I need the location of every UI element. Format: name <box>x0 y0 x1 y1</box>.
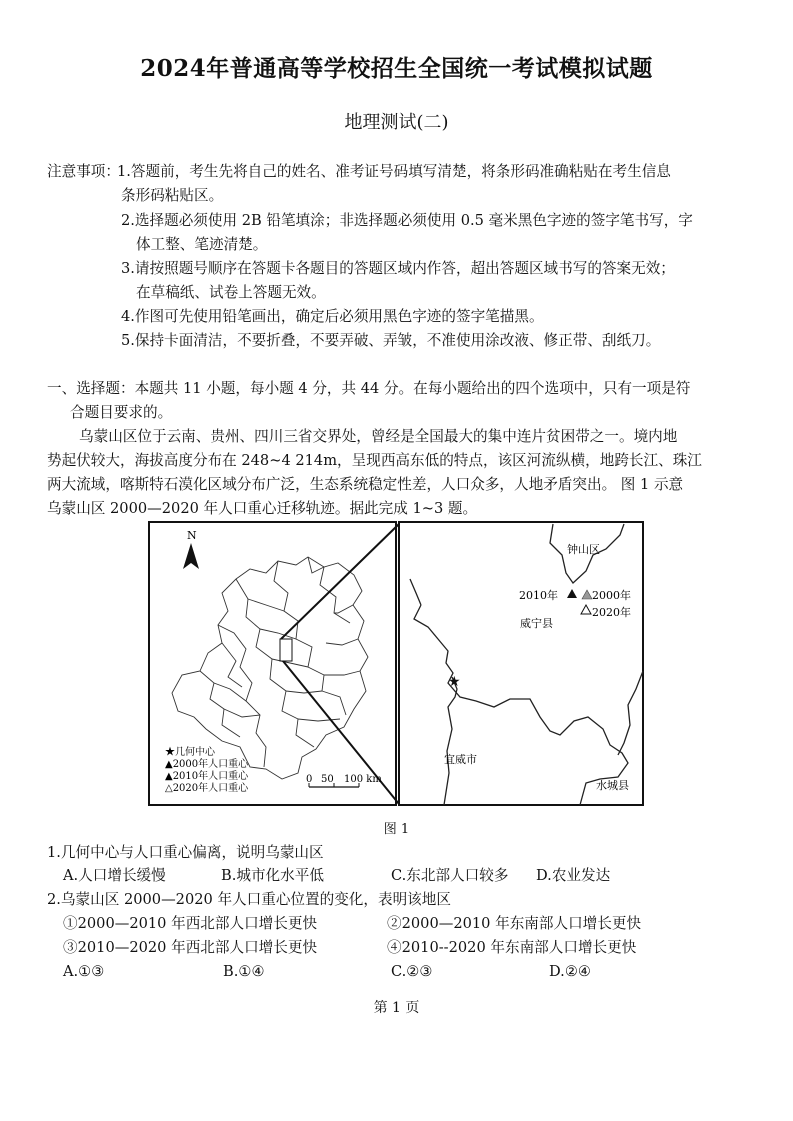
svg-text:100 km: 100 km <box>344 774 382 785</box>
passage-line-2: 势起伏较大，海拔高度分布在 248~4 214m，呈现西高东低的特点，该区河流纵横，地跨长江、珠江 <box>47 452 702 469</box>
notice-item-4: 4.作图可先使用铅笔画出，确定后必须用黑色字迹的签字笔描黑。 <box>121 308 544 325</box>
center-2020-marker <box>581 605 591 614</box>
page-number: 第 1 页 <box>373 1000 420 1016</box>
notice-item-2-cont: 体工整、笔迹清楚。 <box>136 236 268 253</box>
zoom-area-box <box>280 639 292 661</box>
scale-bar <box>306 774 382 787</box>
legend-2020: △2020年人口重心 <box>165 783 249 794</box>
q1-option-a[interactable]: A.人口增长缓慢 <box>63 867 166 884</box>
q2-option-d[interactable]: D.②④ <box>549 963 591 980</box>
section-heading: 一、选择题：本题共 11 小题，每小题 4 分，共 44 分。在每小题给出的四个选项中，只有一项是符 <box>47 380 691 397</box>
q2-statement-2: ②2000—2010 年东南部人口增长更快 <box>387 915 642 932</box>
question-2-stem: 2.乌蒙山区 2000—2020 年人口重心位置的变化，表明该地区 <box>47 891 451 908</box>
notice-item-2: 2.选择题必须使用 2B 铅笔填涂；非选择题必须使用 0.5 毫米黑色字迹的签字笔书写，字 <box>121 212 693 229</box>
center-2000-marker <box>582 590 592 599</box>
map-legend <box>165 745 249 794</box>
passage-line-3: 两大流域，喀斯特石漠化区域分布广泛，生态系统稳定性差，人口众多，人地矛盾突出。 图 1 示意 <box>47 476 684 493</box>
center-2010-marker <box>567 589 577 598</box>
q2-statement-3: ③2010—2020 年西北部人口增长更快 <box>63 939 318 956</box>
notice-item-5: 5.保持卡面清洁，不要折叠，不要弄破、弄皱，不准使用涂改液、修正带、刮纸刀。 <box>121 332 661 349</box>
notice-item-1: 1.答题前，考生先将自己的姓名、准考证号码填写清楚，将条形码准确粘贴在考生信息 <box>117 163 671 180</box>
q1-option-b[interactable]: B.城市化水平低 <box>221 867 324 884</box>
notice-item-1-cont: 条形码粘贴区。 <box>121 187 224 204</box>
label-2010: 2010年 <box>519 589 558 602</box>
population-center-map <box>148 521 645 807</box>
right-map-frame <box>399 522 643 805</box>
q2-option-c[interactable]: C.②③ <box>391 963 433 980</box>
notice-item-3: 3.请按照题号顺序在答题卡各题目的答题区域内作答，超出答题区域书写的答案无效； <box>121 260 675 277</box>
legend-2010: ▲2010年人口重心 <box>165 771 249 782</box>
label-zhongshan: 钟山区 <box>567 543 600 556</box>
q2-option-b[interactable]: B.①④ <box>223 963 265 980</box>
legend-2000: ▲2000年人口重心 <box>165 759 249 770</box>
north-arrow-icon <box>183 529 199 569</box>
svg-text:50: 50 <box>321 774 334 785</box>
geometric-center-star-icon: ★ <box>448 674 461 690</box>
notice-label: 注意事项： <box>47 163 120 180</box>
label-2000: 2000年 <box>592 589 631 602</box>
label-weining: 威宁县 <box>520 617 553 630</box>
label-shuicheng: 水城县 <box>596 779 629 792</box>
q2-statement-4: ④2010--2020 年东南部人口增长更快 <box>387 939 637 956</box>
question-1-stem: 1.几何中心与人口重心偏离，说明乌蒙山区 <box>47 844 324 861</box>
svg-text:0: 0 <box>306 774 313 785</box>
zoom-line-top <box>281 524 399 639</box>
wumeng-region-outline <box>172 557 368 779</box>
figure-caption: 图 1 <box>383 822 410 837</box>
q2-option-a[interactable]: A.①③ <box>63 963 105 980</box>
q1-option-c[interactable]: C.东北部人口较多 <box>391 867 509 884</box>
section-heading-cont: 合题目要求的。 <box>70 404 173 421</box>
legend-geometric-center: ★几何中心 <box>165 747 215 758</box>
label-xuanwei: 宜威市 <box>444 753 477 766</box>
svg-text:N: N <box>187 529 197 542</box>
exam-title: 2024年普通高等学校招生全国统一考试模拟试题 <box>140 55 653 82</box>
exam-subtitle: 地理测试(二) <box>344 112 449 133</box>
q1-option-d[interactable]: D.农业发达 <box>536 867 611 884</box>
passage-line-1: 乌蒙山区位于云南、贵州、四川三省交界处，曾经是全国最大的集中连片贫困带之一。境内地 <box>79 428 678 445</box>
passage-line-4: 乌蒙山区 2000—2020 年人口重心迁移轨迹。据此完成 1~3 题。 <box>47 500 478 517</box>
q2-statement-1: ①2000—2010 年西北部人口增长更快 <box>63 915 318 932</box>
label-2020: 2020年 <box>592 606 631 619</box>
notice-item-3-cont: 在草稿纸、试卷上答题无效。 <box>136 284 326 301</box>
